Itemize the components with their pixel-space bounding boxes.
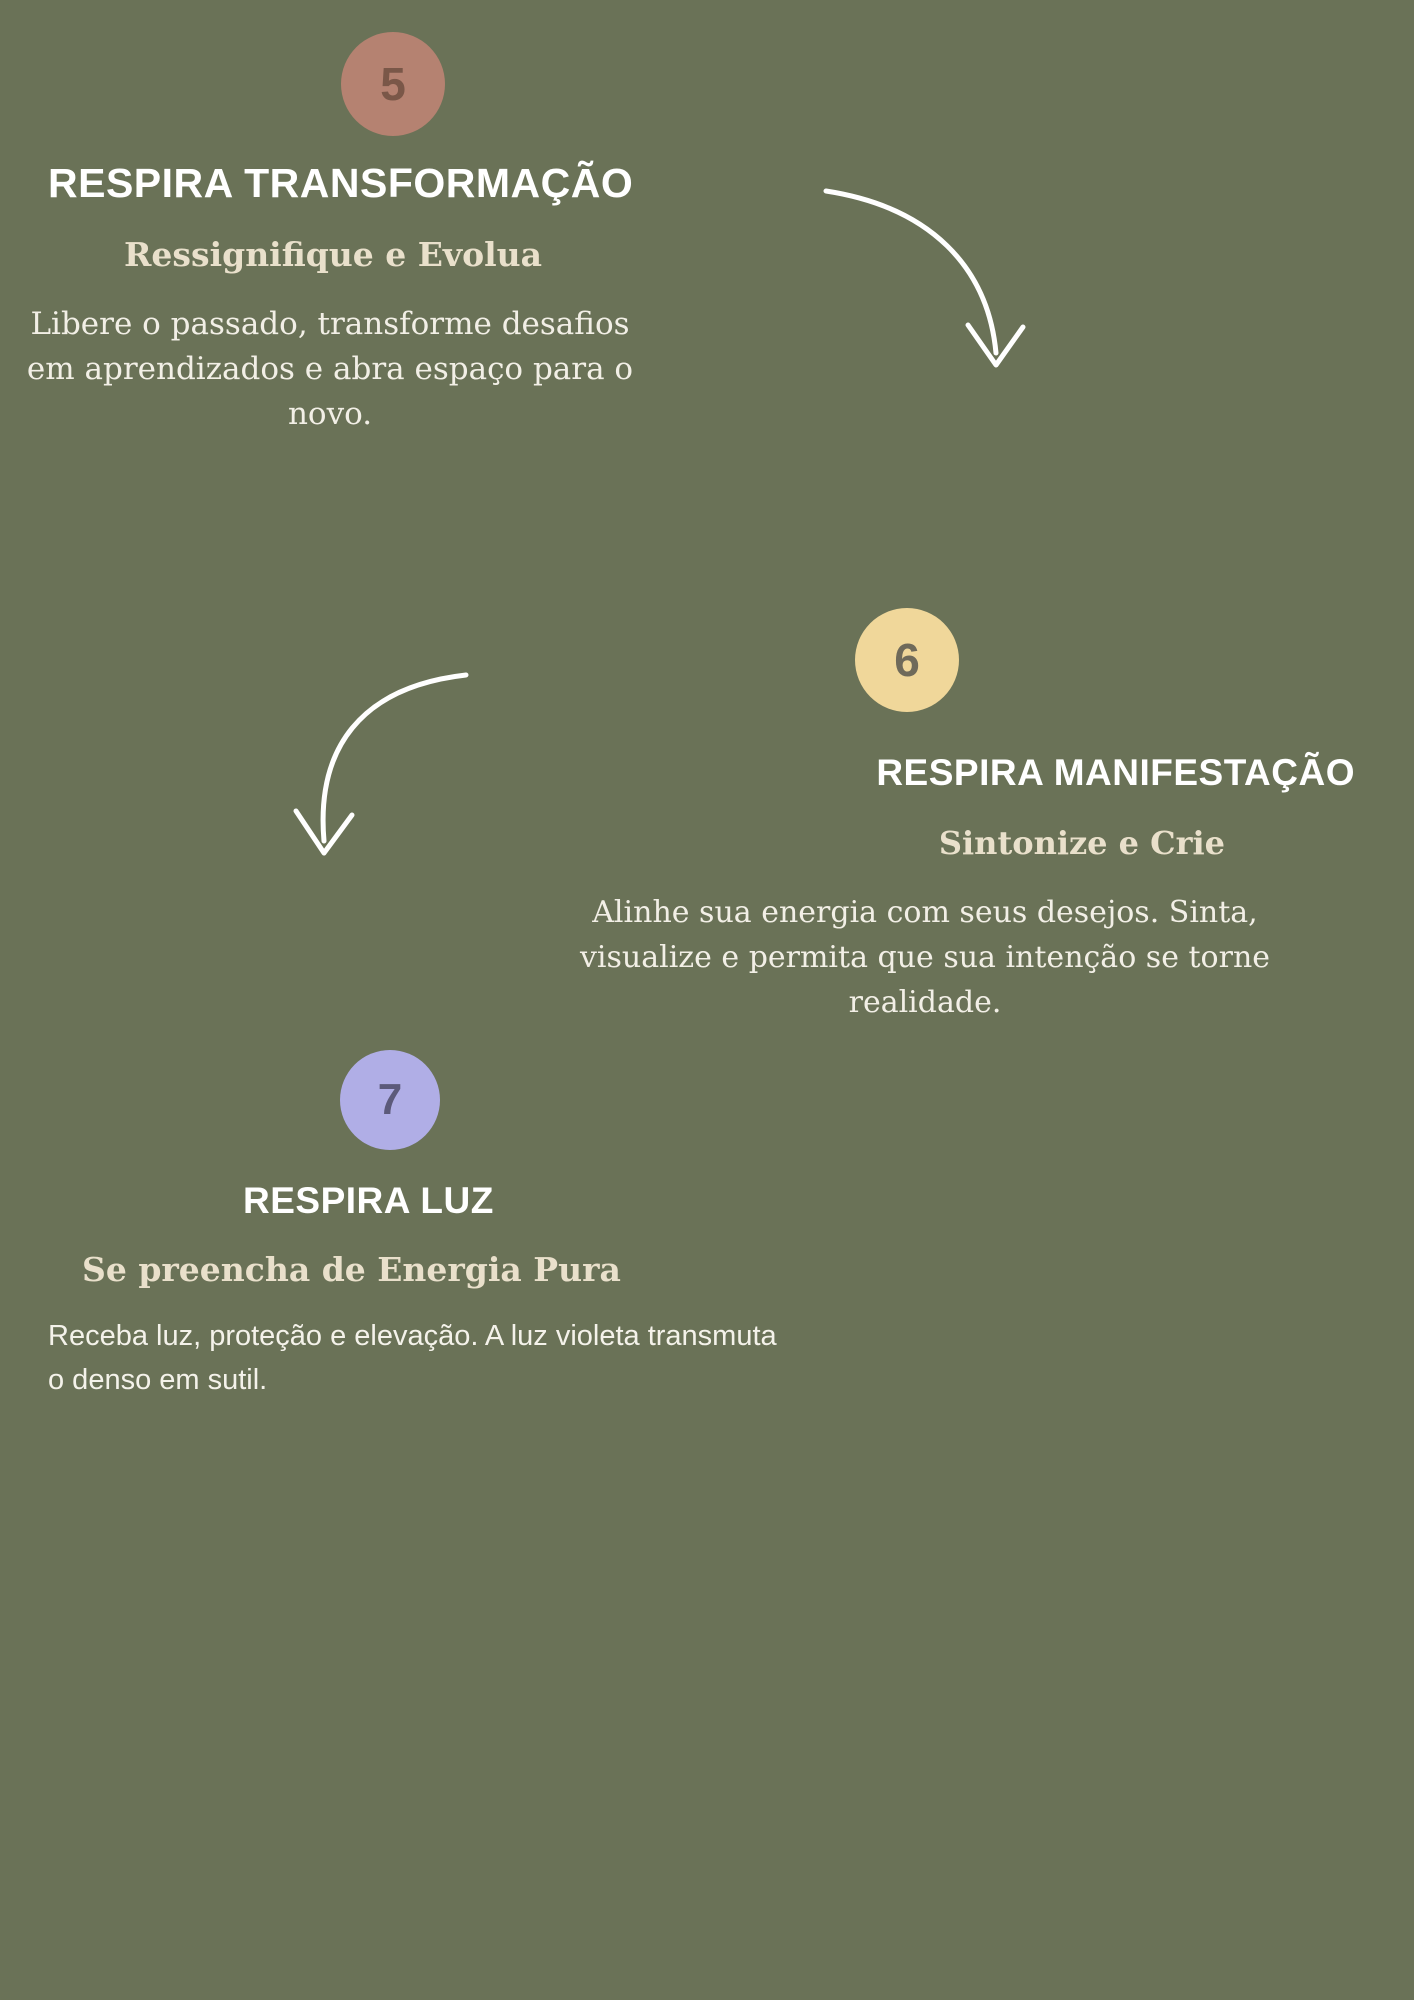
step-number-7: 7 — [377, 1075, 403, 1124]
step-number-5: 5 — [380, 58, 406, 110]
step-number-6: 6 — [894, 634, 920, 686]
step-title-5: RESPIRA TRANSFORMAÇÃO — [48, 160, 634, 206]
step-body-5: Libere o passado, transforme desafios em aprendizados e abra espaço para o novo. — [26, 306, 634, 432]
step-subtitle-5: Ressignifique e Evolua — [124, 235, 542, 274]
step-block-7 — [0, 1180, 790, 1402]
step-number-badge-6 — [855, 608, 959, 712]
step-body-6: Alinhe sua energia com seus desejos. Sinta, visualize e permita que sua intenção se torne realidade. — [579, 895, 1271, 1020]
step-title-7: RESPIRA LUZ — [243, 1180, 494, 1221]
step-block-6 — [500, 752, 1410, 1025]
arrow-step6-to-step7 — [280, 665, 510, 890]
step-subtitle-6: Sintonize e Crie — [938, 824, 1225, 862]
step-body-7: Receba luz, proteção e elevação. A luz violeta transmuta o denso em sutil. — [48, 1320, 777, 1396]
step-number-badge-5 — [341, 32, 445, 136]
step-title-6: RESPIRA MANIFESTAÇÃO — [876, 752, 1355, 793]
step-subtitle-7: Se preencha de Energia Pura — [82, 1250, 621, 1289]
step-block-5 — [0, 160, 790, 437]
step-number-badge-7 — [340, 1050, 440, 1150]
arrow-step5-to-step6 — [820, 185, 1040, 400]
